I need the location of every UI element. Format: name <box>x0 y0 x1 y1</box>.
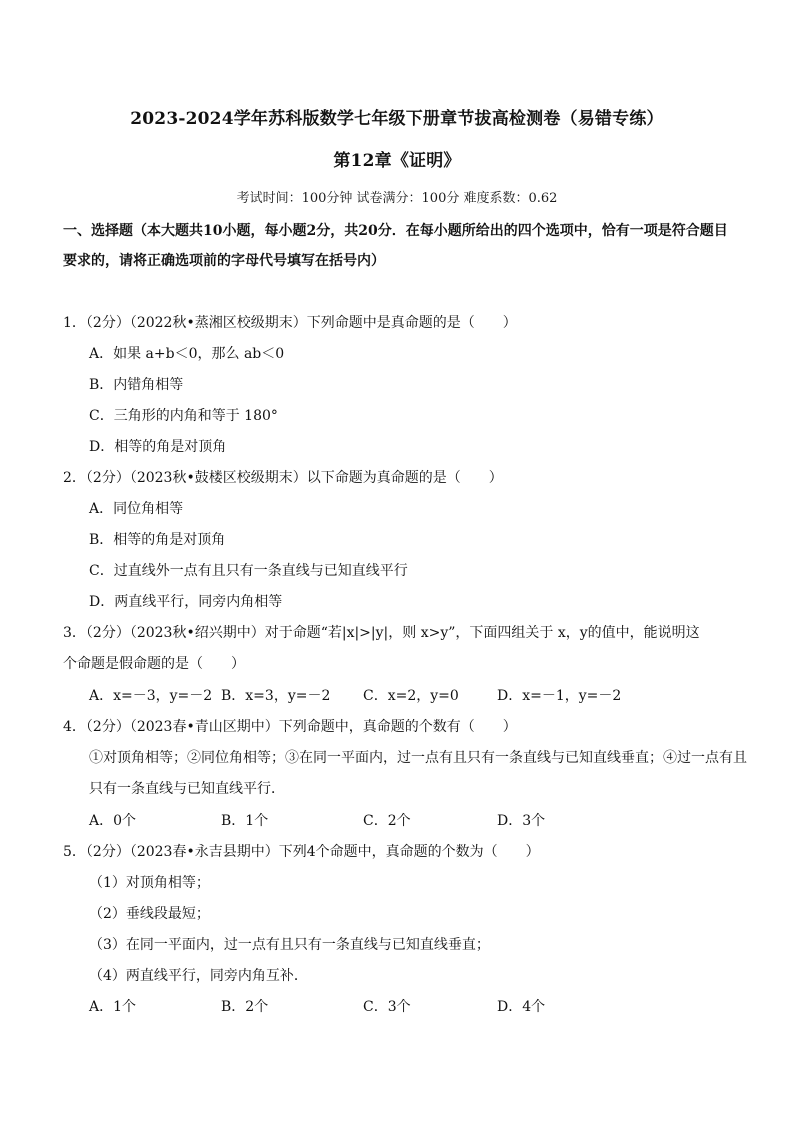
question-4-option-d: D．3个 <box>497 813 546 829</box>
question-3-option-b: B．x=3，y=－2 <box>221 688 331 704</box>
exam-meta: 考试时间：100分钟 试卷满分：100分 难度系数：0.62 <box>236 191 558 206</box>
question-1-stem: 1．（2分）（2022秋•蒸湘区校级期末）下列命题中是真命题的是（ ） <box>63 315 517 331</box>
question-5-item-2: （2）垂线段最短； <box>89 906 210 922</box>
question-5-stem: 5．（2分）（2023春•永吉县期中）下列4个命题中，真命题的个数为（ ） <box>63 844 540 860</box>
question-3-option-a: A．x=－3，y=－2 <box>89 688 213 704</box>
question-5-item-4: （4）两直线平行，同旁内角互补． <box>89 968 308 984</box>
question-5-item-1: （1）对顶角相等； <box>89 875 210 891</box>
question-5-option-a: A．1个 <box>89 999 137 1015</box>
question-4-stem: 4．（2分）（2023春•青山区期中）下列命题中，真命题的个数有（ ） <box>63 719 517 735</box>
chapter-title: 第12章《证明》 <box>333 151 461 171</box>
question-2-option-a: A．同位角相等 <box>89 501 184 517</box>
question-5-option-b: B．2个 <box>221 999 269 1015</box>
question-2-option-b: B．相等的角是对顶角 <box>89 532 226 548</box>
exam-title: 2023-2024学年苏科版数学七年级下册章节拔高检测卷（易错专练） <box>130 109 664 129</box>
section-heading: 一、选择题（本大题共10小题，每小题2分，共20分．在每小题所给出的四个选项中，恰有一项是符合题目要求的，请将正确选项前的字母代号填写在括号内） <box>63 223 728 269</box>
question-4-body-line1: ①对顶角相等；②同位角相等；③在同一平面内，过一点有且只有一条直线与已知直线垂直；④过一点有且 <box>89 750 747 766</box>
question-3-option-c: C．x=2，y=0 <box>363 688 459 704</box>
question-5-item-3: （3）在同一平面内，过一点有且只有一条直线与已知直线垂直； <box>89 937 490 953</box>
question-3-option-d: D．x=－1，y=－2 <box>497 688 622 704</box>
question-5-option-d: D．4个 <box>497 999 546 1015</box>
question-1-option-c: C．三角形的内角和等于 180° <box>89 408 278 424</box>
question-2-stem: 2．（2分）（2023秋•鼓楼区校级期末）以下命题为真命题的是（ ） <box>63 470 503 486</box>
question-5-option-c: C．3个 <box>363 999 411 1015</box>
question-1-option-a: A．如果 a+b＜0，那么 ab＜0 <box>89 346 285 362</box>
question-1-option-b: B．内错角相等 <box>89 377 184 393</box>
question-4-option-b: B．1个 <box>221 813 269 829</box>
question-1-option-d: D．相等的角是对顶角 <box>89 439 227 455</box>
question-3-stem-line1: 3．（2分）（2023秋•绍兴期中）对于命题“若|x|>|y|，则 x>y”，下面四组关于 x，y的值中，能说明这 <box>63 625 700 641</box>
question-4-option-c: C．2个 <box>363 813 411 829</box>
question-2-option-d: D．两直线平行，同旁内角相等 <box>89 594 283 610</box>
question-3-stem-line2: 个命题是假命题的是（ ） <box>63 656 245 672</box>
question-4-option-a: A．0个 <box>89 813 137 829</box>
question-2-option-c: C．过直线外一点有且只有一条直线与已知直线平行 <box>89 563 408 579</box>
question-4-body-line2: 只有一条直线与已知直线平行． <box>89 781 285 797</box>
